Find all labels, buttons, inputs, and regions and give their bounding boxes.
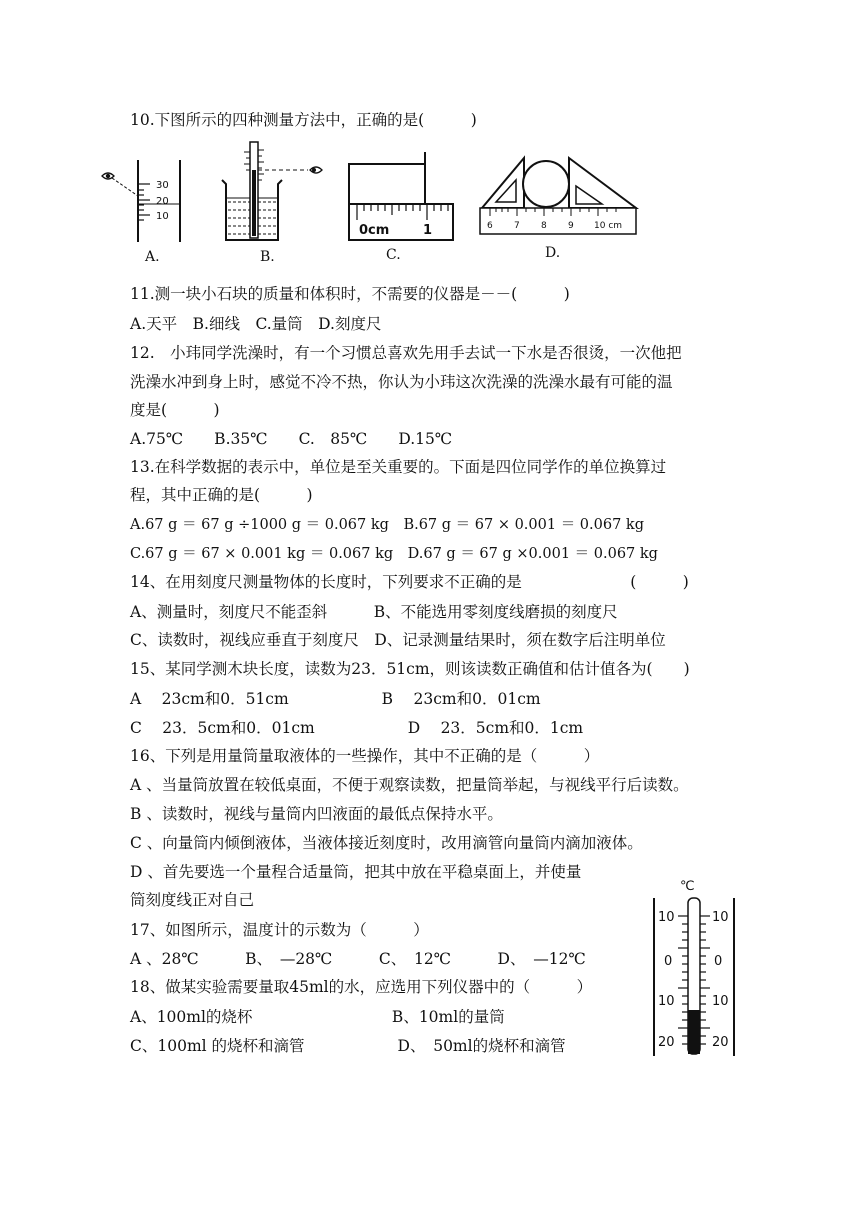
cylinder-tick-label: 10: [156, 211, 169, 222]
q16-option-line: D 、首先要选一个量程合适量筒，把其中放在平稳桌面上，并使量: [130, 863, 582, 881]
ruler-d-tick-label: 7: [514, 221, 520, 231]
ruler-block-icon: [345, 150, 457, 244]
q16-option-line: B 、读数时，视线与量筒内凹液面的最低点保持水平。: [130, 805, 503, 823]
q16-option-line: C 、向量筒内倾倒液体，当液体接近刻度时，改用滴管向量筒内滴加液体。: [130, 834, 643, 852]
q14-option-line: C、读数时，视线应垂直于刻度尺 D、记录测量结果时，须在数字后注明单位: [130, 631, 666, 649]
thermometer-tick-label: 10: [658, 910, 675, 925]
ruler-d-tick-label: 9: [568, 221, 574, 231]
q13-stem-line: 13.在科学数据的表示中，单位是至关重要的。下面是四位同学作的单位换算过: [130, 458, 667, 476]
q18-option-line: A、100ml的烧杯 B、10ml的量筒: [130, 1008, 505, 1026]
ruler-one-label: 1: [423, 223, 433, 238]
q12-stem-line: 12. 小玮同学洗澡时，有一个习惯总喜欢先用手去试一下水是否很烫，一次他把: [130, 344, 682, 362]
q11-options: A.天平 B.细线 C.量筒 D.刻度尺: [130, 315, 382, 333]
q12-options: A.75℃ B.35℃ C. 85℃ D.15℃: [130, 430, 453, 448]
q13-option-line: C.67 g ＝ 67 × 0.001 kg ＝ 0.067 kg D.67 g ＝ 67 g ×0.001 ＝ 0.067 kg: [130, 546, 658, 562]
thermometer-tick-label: 0: [714, 954, 723, 969]
figure-d-label: D.: [545, 245, 561, 261]
ruler-d-tick-label: 6: [487, 221, 493, 231]
q16-option-line: 筒刻度线正对自己: [130, 891, 255, 909]
q12-stem-line: 度是( ): [130, 401, 220, 419]
q14-stem: 14、在用刻度尺测量物体的长度时，下列要求不正确的是 ( ): [130, 573, 689, 591]
thermometer-tick-label: 10: [712, 994, 729, 1009]
q12-stem-line: 洗澡水冲到身上时，感觉不冷不热，你认为小玮这次洗澡的洗澡水最有可能的温: [130, 373, 673, 391]
thermometer-unit-label: ℃: [680, 879, 695, 894]
thermometer-tick-label: 20: [658, 1035, 675, 1050]
q17-options: A 、28℃ B、 —28℃ C、 12℃ D、 —12℃: [130, 950, 586, 968]
q13-option-line: A.67 g ＝ 67 g ÷1000 g ＝ 0.067 kg B.67 g ＝ 67 × 0.001 ＝ 0.067 kg: [130, 517, 644, 533]
figure-b-label: B.: [260, 249, 275, 265]
q18-stem: 18、做某实验需要量取45ml的水，应选用下列仪器中的（ ）: [130, 978, 593, 996]
figure-a-label: A.: [145, 249, 160, 265]
q10-stem: 10.下图所示的四种测量方法中，正确的是( ): [130, 111, 477, 129]
figure-c-label: C.: [386, 247, 401, 263]
q13-stem-line: 程，其中正确的是( ): [130, 486, 313, 504]
q14-option-line: A、测量时，刻度尺不能歪斜 B、不能选用零刻度线磨损的刻度尺: [130, 603, 618, 621]
thermometer-tick-label: 20: [712, 1035, 729, 1050]
cylinder-tick-label: 30: [156, 180, 169, 191]
q15-option-line: C 23．5cm和0．01cm D 23．5cm和0．1cm: [130, 719, 584, 737]
q17-stem: 17、如图所示，温度计的示数为（ ）: [130, 921, 429, 939]
ruler-zero-label: 0cm: [359, 223, 390, 238]
thermometer-tick-label: 10: [712, 910, 729, 925]
triangle-rulers-ball-icon: [476, 150, 640, 236]
thermometer-tick-label: 0: [664, 954, 673, 969]
beaker-thermometer-eye-icon: [218, 140, 330, 244]
ruler-d-tick-label: 10 cm: [594, 221, 623, 231]
q11-stem: 11.测一块小石块的质量和体积时，不需要的仪器是－－( ): [130, 285, 570, 303]
q16-stem: 16、下列是用量筒量取液体的一些操作，其中不正确的是（ ）: [130, 747, 600, 765]
q18-option-line: C、100ml 的烧杯和滴管 D、 50ml的烧杯和滴管: [130, 1037, 566, 1055]
thermometer-tick-label: 10: [658, 994, 675, 1009]
q15-stem: 15、某同学测木块长度，读数为23．51cm，则该读数正确值和估计值各为( ): [130, 660, 690, 678]
cylinder-tick-label: 20: [156, 196, 169, 207]
q16-option-line: A 、当量筒放置在较低桌面，不便于观察读数，把量筒举起，与视线平行后读数。: [130, 776, 689, 794]
graduated-cylinder-eye-icon: [98, 158, 190, 244]
thermometer-icon: [648, 876, 740, 1058]
q15-option-line: A 23cm和0．51cm B 23cm和0．01cm: [130, 690, 541, 708]
ruler-d-tick-label: 8: [541, 221, 547, 231]
